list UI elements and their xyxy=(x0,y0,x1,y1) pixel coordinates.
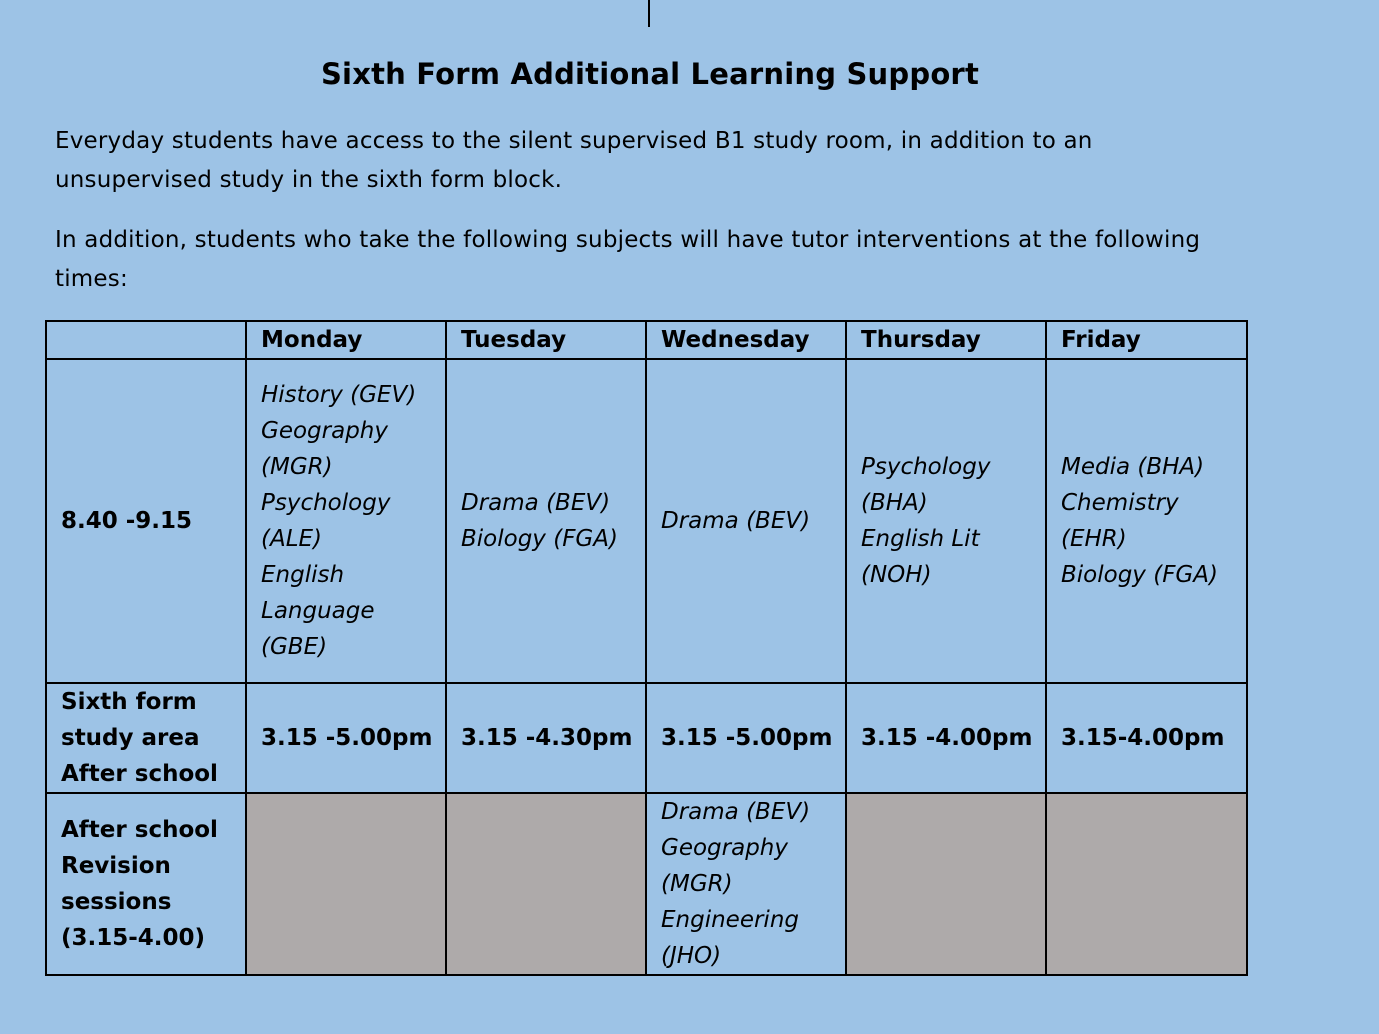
header-empty xyxy=(46,321,246,359)
revision-thursday-shaded xyxy=(846,793,1046,975)
header-thursday: Thursday xyxy=(846,321,1046,359)
study-area-wednesday: 3.15 -5.00pm xyxy=(646,683,846,793)
study-area-monday: 3.15 -5.00pm xyxy=(246,683,446,793)
header-row xyxy=(46,321,1247,359)
revision-friday-shaded xyxy=(1046,793,1247,975)
revision-tuesday-shaded xyxy=(446,793,646,975)
header-monday: Monday xyxy=(246,321,446,359)
morning-friday: Media (BHA) Chemistry (EHR) Biology (FGA) xyxy=(1046,359,1247,683)
subjects-paragraph: In addition, students who take the following subjects will have tutor interventions at the following times: xyxy=(55,227,1201,292)
revision-wednesday: Drama (BEV) Geography (MGR) Engineering (JHO) xyxy=(646,793,846,975)
header-wednesday: Wednesday xyxy=(646,321,846,359)
study-area-label: Sixth form study area After school xyxy=(46,683,246,793)
schedule-table xyxy=(45,320,1248,976)
text-cursor xyxy=(648,0,650,27)
morning-wednesday: Drama (BEV) xyxy=(646,359,846,683)
morning-monday: History (GEV) Geography (MGR) Psychology (ALE) English Language (GBE) xyxy=(246,359,446,683)
page-title: Sixth Form Additional Learning Support xyxy=(320,57,980,91)
study-area-row xyxy=(46,683,1247,793)
morning-row xyxy=(46,359,1247,683)
study-area-thursday: 3.15 -4.00pm xyxy=(846,683,1046,793)
intro-paragraph: Everyday students have access to the silent supervised B1 study room, in addition to an unsupervised study in the sixth form block. xyxy=(55,128,1093,193)
revision-monday-shaded xyxy=(246,793,446,975)
morning-thursday: Psychology (BHA) English Lit (NOH) xyxy=(846,359,1046,683)
morning-time-label: 8.40 -9.15 xyxy=(46,359,246,683)
revision-row xyxy=(46,793,1247,975)
header-friday: Friday xyxy=(1046,321,1247,359)
header-tuesday: Tuesday xyxy=(446,321,646,359)
revision-label: After school Revision sessions (3.15-4.00) xyxy=(46,793,246,975)
morning-tuesday: Drama (BEV) Biology (FGA) xyxy=(446,359,646,683)
study-area-friday: 3.15-4.00pm xyxy=(1046,683,1247,793)
study-area-tuesday: 3.15 -4.30pm xyxy=(446,683,646,793)
